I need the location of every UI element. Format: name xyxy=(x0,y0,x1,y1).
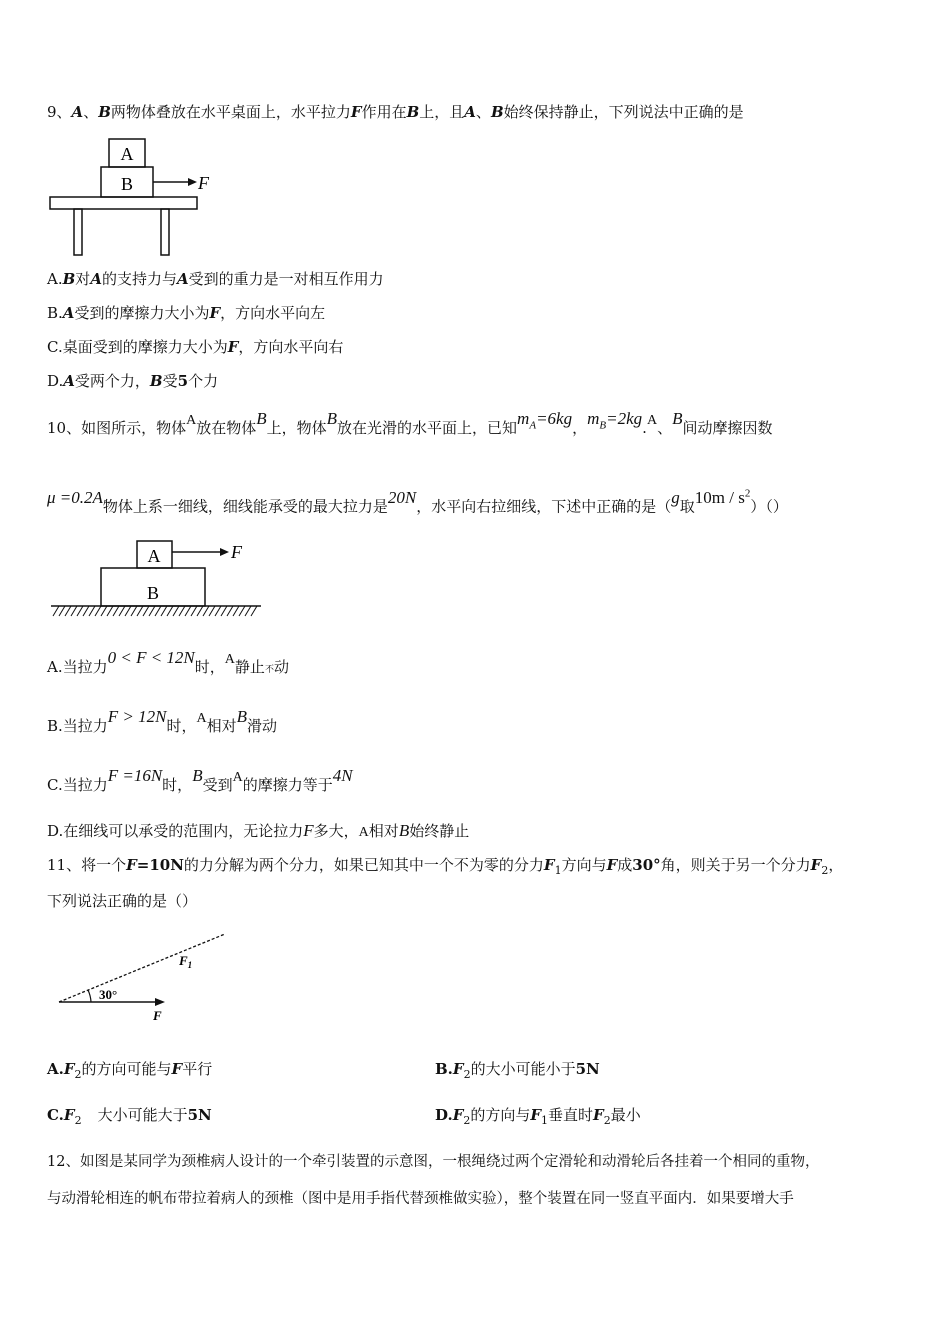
q11-stem-line1: 11、将一个F=10N的力分解为两个分力，如果已知其中一个不为零的分力$F_1$方向与F成30°角，则关于另一个分力$F_2$， xyxy=(47,856,844,877)
q9-option-a[interactable]: A.B对A的支持力与A受到的重力是一对相互作用力 xyxy=(47,270,384,288)
q9-table-leg-right xyxy=(161,209,169,255)
q12-stem-line2: 与动滑轮相连的帆布带拉着病人的颈椎（图中是用手指代替颈椎做实验），整个装置在同一竖直平面内．如果要增大手 xyxy=(47,1191,794,1207)
q11-option-d[interactable]: $D.F_2$的方向与$F_1$垂直时$F_2$最小 xyxy=(435,1106,641,1127)
q9-block-a-label: A xyxy=(120,144,134,164)
q9-figure xyxy=(47,135,227,260)
q9-table-leg-left xyxy=(74,209,82,255)
q10-force-label: F xyxy=(231,542,242,562)
q10-option-c[interactable]: C.当拉力F =16N时，B受到A的摩擦力等于4N xyxy=(47,766,353,794)
q11-f1-line xyxy=(59,934,225,1002)
q10-block-b-label: B xyxy=(146,583,160,603)
q11-stem-line2: 下列说法正确的是（） xyxy=(47,892,198,910)
q11-option-b[interactable]: $B.F_2$的大小可能小于5N xyxy=(435,1060,600,1081)
q11-option-c[interactable]: $C.F_2$ 大小可能大于5N xyxy=(47,1106,212,1127)
q10-stem-line2: μ =0.2A物体上系一细线，细线能承受的最大拉力是20N，水平向右拉细线，下述中正确的是（g取$10m / s^2)()$ xyxy=(47,487,788,516)
q10-option-b[interactable]: B.当拉力F > 12N时，A相对B滑动 xyxy=(47,707,278,735)
q9-block-b-label: B xyxy=(120,174,134,194)
q11-angle-arc xyxy=(88,990,91,1002)
q9-stem: 9、A、B两物体叠放在水平桌面上，水平拉力F作用在B上，且A、B始终保持静止，下列说法中正确的是 xyxy=(47,103,744,121)
q11-option-a[interactable]: $A.F_2$的方向可能与F平行 xyxy=(47,1060,213,1081)
q10-option-a[interactable]: A.当拉力0 < F < 12N时，A静止不动 xyxy=(47,648,289,676)
q11-angle-label: 30° xyxy=(99,987,118,1002)
q9-table-top xyxy=(50,197,197,209)
q10-block-a-label: A xyxy=(147,546,161,566)
q11-figure xyxy=(47,928,237,1028)
q10-stem-line1: 10、如图所示，物体A放在物体B上，物体B放在光滑的水平面上，已知$m_A=6kg$，$m_B=2kg.A$、B间动摩擦因数 xyxy=(47,409,773,437)
q12-stem-line1: 12、如图是某同学为颈椎病人设计的一个牵引装置的示意图，一根绳绕过两个定滑轮和动滑轮后各挂着一个相同的重物， xyxy=(47,1154,820,1170)
q10-figure xyxy=(47,538,267,623)
q10-ground-hatch xyxy=(53,606,257,616)
q9-option-b[interactable]: B.A受到的摩擦力大小为F，方向水平向左 xyxy=(47,304,326,322)
q11-f1-label: $F_1$ xyxy=(179,953,193,970)
q9-force-label: F xyxy=(198,173,209,193)
q11-f-label: F xyxy=(153,1008,162,1023)
q10-option-d[interactable]: D.在细线可以承受的范围内，无论拉力F多大，A相对B始终静止 xyxy=(47,821,470,840)
q9-option-d[interactable]: D.A受两个力，B受5个力 xyxy=(47,372,219,390)
q9-option-c[interactable]: C.桌面受到的摩擦力大小为F，方向水平向右 xyxy=(47,338,344,356)
